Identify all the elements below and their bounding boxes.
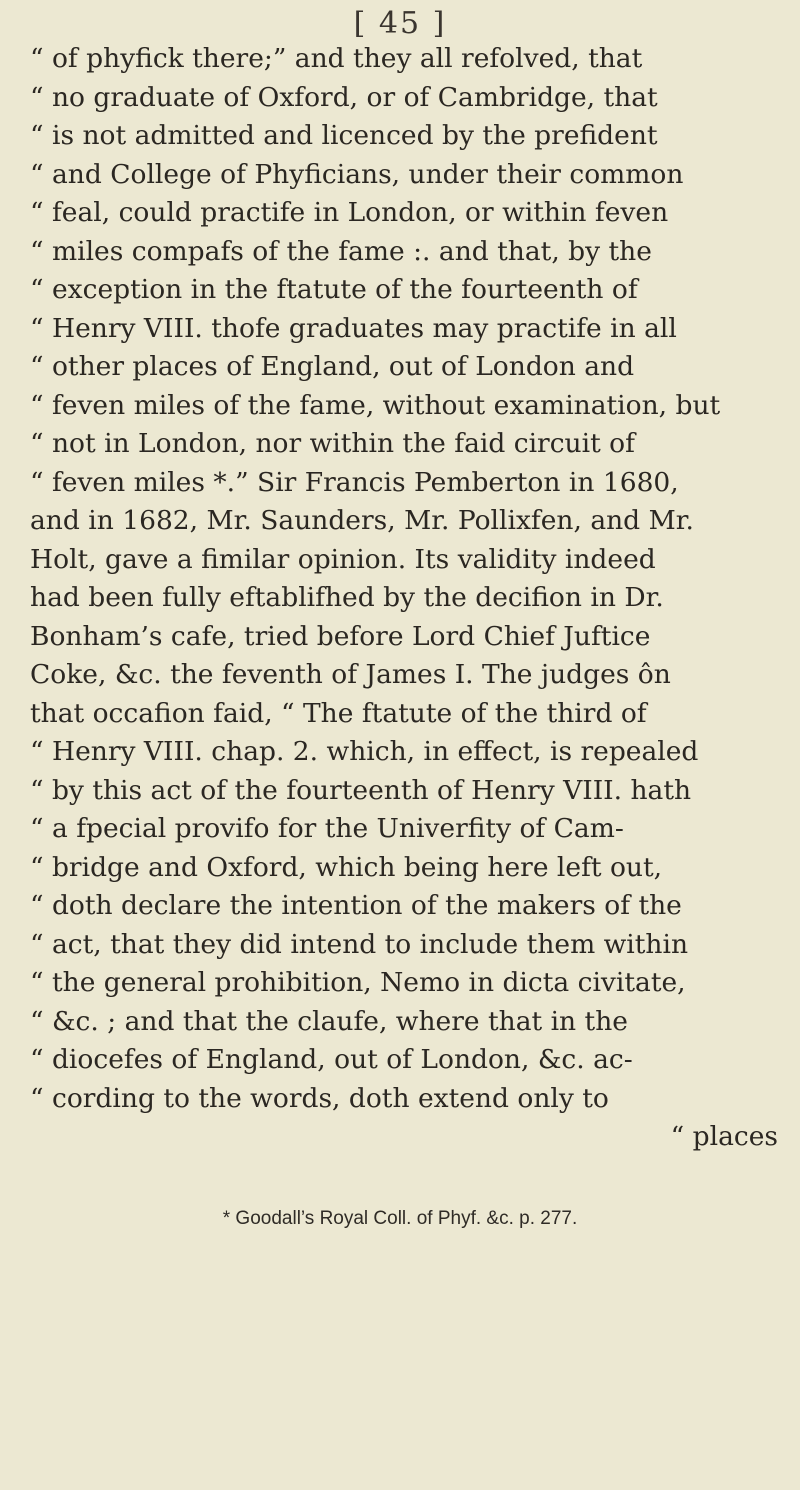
text-line: “ doth declare the intention of the makers of the [30,890,682,921]
text-line: “ not in London, nor within the faid circuit of [30,428,635,459]
text-line: “ feal, could practife in London, or within feven [30,197,669,228]
text-line: “ Henry VIII. thofe graduates may practife in all [30,312,677,344]
text-line: “ feven miles of the fame, without examination, but [30,389,721,421]
text-line: “ cording to the words, doth extend only to [30,1082,609,1114]
text-line: “ act, that they did intend to include them within [30,928,689,960]
text-line: “ exception in the ftatute of the fourteenth of [30,274,638,305]
text-line: “ diocefes of England, out of London, &c. ac- [30,1044,633,1075]
text-line: “ other places of England, out of London and [30,351,635,382]
text-line: “ is not admitted and licenced by the prefident [30,120,658,151]
footnote: * Goodall’s Royal Coll. of Phyf. &c. p. 277. [222,1208,578,1229]
text-line: “ of phyfick there;” and they all refolved, that [30,43,643,74]
page-number: [ 45 ] [353,6,447,41]
text-line: had been fully eftablifhed by the decifion in Dr. [30,582,664,613]
text-line: Holt, gave a fimilar opinion. Its validity indeed [30,543,656,575]
text-line: “ and College of Phyficians, under their common [30,158,684,190]
text-line: “ Henry VIII. chap. 2. which, in effect, is repealed [30,736,699,767]
text-line: and in 1682, Mr. Saunders, Mr. Pollixfen, and Mr. [30,505,694,536]
catchword-line: “ places [670,1121,778,1152]
text-line: “ miles compafs of the fame :. and that, by the [30,235,652,267]
text-line: “ bridge and Oxford, which being here left out, [30,851,663,883]
text-line: “ no graduate of Oxford, or of Cambridge, that [30,81,658,113]
text-line: Coke, &c. the feventh of James I. The judges ôn [30,659,671,690]
text-line: “ &c. ; and that the claufe, where that in the [30,1005,628,1037]
text-line: “ a fpecial provifo for the Univerfity of Cam- [30,813,624,844]
text-line: Bonham’s cafe, tried before Lord Chief Juftice [30,620,651,652]
text-line: that occafion faid, “ The ftatute of the third of [30,697,647,729]
text-line: “ feven miles *.” Sir Francis Pemberton in 1680, [30,466,679,498]
text-line: “ by this act of the fourteenth of Henry VIII. hath [30,774,692,806]
text-line: “ the general prohibition, Nemo in dicta civitate, [30,967,686,998]
body-text [30,40,778,1157]
